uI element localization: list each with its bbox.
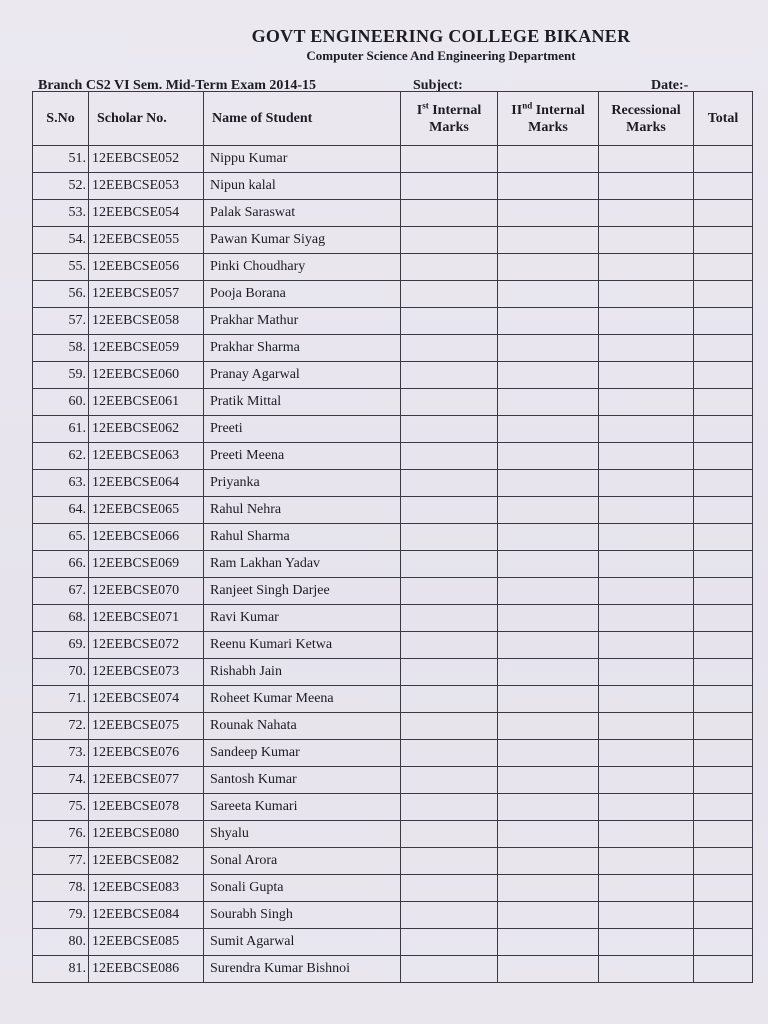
first-internal-cell xyxy=(401,956,498,983)
student-name-cell: Nippu Kumar xyxy=(204,146,401,173)
second-internal-cell xyxy=(498,821,599,848)
table-row xyxy=(33,740,753,767)
recessional-cell xyxy=(599,902,694,929)
second-internal-cell xyxy=(498,146,599,173)
second-internal-cell xyxy=(498,740,599,767)
second-internal-cell xyxy=(498,416,599,443)
recessional-cell xyxy=(599,173,694,200)
second-internal-cell xyxy=(498,929,599,956)
student-name-cell: Rahul Nehra xyxy=(204,497,401,524)
table-row xyxy=(33,605,753,632)
college-title: GOVT ENGINEERING COLLEGE BIKANER xyxy=(251,26,631,46)
student-name-cell: Palak Saraswat xyxy=(204,200,401,227)
student-name-cell: Prakhar Mathur xyxy=(204,308,401,335)
scholar-no-cell: 12EEBCSE073 xyxy=(89,659,204,686)
first-internal-cell xyxy=(401,362,498,389)
sno-cell: 78. xyxy=(33,875,89,902)
total-cell xyxy=(694,902,753,929)
scholar-no-cell: 12EEBCSE074 xyxy=(89,686,204,713)
first-internal-cell xyxy=(401,497,498,524)
second-internal-cell xyxy=(498,173,599,200)
first-internal-cell xyxy=(401,632,498,659)
first-internal-cell xyxy=(401,605,498,632)
scholar-no-cell: 12EEBCSE070 xyxy=(89,578,204,605)
first-internal-cell xyxy=(401,227,498,254)
scholar-no-cell: 12EEBCSE063 xyxy=(89,443,204,470)
sno-cell: 70. xyxy=(33,659,89,686)
table-row xyxy=(33,848,753,875)
second-internal-cell xyxy=(498,794,599,821)
first-internal-cell xyxy=(401,794,498,821)
recessional-cell xyxy=(599,956,694,983)
first-internal-cell xyxy=(401,551,498,578)
student-name-cell: Ranjeet Singh Darjee xyxy=(204,578,401,605)
recessional-cell xyxy=(599,551,694,578)
first-internal-cell xyxy=(401,524,498,551)
scholar-no-cell: 12EEBCSE084 xyxy=(89,902,204,929)
first-internal-cell xyxy=(401,686,498,713)
sno-cell: 74. xyxy=(33,767,89,794)
table-row xyxy=(33,200,753,227)
scholar-no-cell: 12EEBCSE071 xyxy=(89,605,204,632)
table-row xyxy=(33,821,753,848)
sno-cell: 75. xyxy=(33,794,89,821)
recessional-cell xyxy=(599,875,694,902)
table-row xyxy=(33,551,753,578)
student-name-cell: Sonali Gupta xyxy=(204,875,401,902)
sno-cell: 64. xyxy=(33,497,89,524)
second-internal-cell xyxy=(498,659,599,686)
table-row xyxy=(33,335,753,362)
total-cell xyxy=(694,146,753,173)
first-internal-cell xyxy=(401,173,498,200)
first-internal-cell xyxy=(401,443,498,470)
table-row xyxy=(33,497,753,524)
student-name-cell: Preeti Meena xyxy=(204,443,401,470)
second-internal-cell xyxy=(498,389,599,416)
scholar-no-cell: 12EEBCSE056 xyxy=(89,254,204,281)
total-cell xyxy=(694,200,753,227)
first-internal-cell xyxy=(401,659,498,686)
sno-cell: 65. xyxy=(33,524,89,551)
recessional-cell xyxy=(599,470,694,497)
recessional-cell xyxy=(599,254,694,281)
student-name-cell: Pawan Kumar Siyag xyxy=(204,227,401,254)
first-internal-cell xyxy=(401,848,498,875)
first-internal-cell xyxy=(401,470,498,497)
scholar-no-cell: 12EEBCSE054 xyxy=(89,200,204,227)
first-internal-cell xyxy=(401,929,498,956)
sno-cell: 51. xyxy=(33,146,89,173)
subject-label: Subject: xyxy=(413,78,463,93)
student-name-cell: Sonal Arora xyxy=(204,848,401,875)
table-row xyxy=(33,578,753,605)
sno-cell: 55. xyxy=(33,254,89,281)
first-internal-marks: Marks xyxy=(429,119,469,135)
second-internal-cell xyxy=(498,956,599,983)
scholar-no-cell: 12EEBCSE085 xyxy=(89,929,204,956)
recessional-cell xyxy=(599,578,694,605)
second-internal-cell xyxy=(498,281,599,308)
table-row xyxy=(33,173,753,200)
first-internal-cell xyxy=(401,200,498,227)
first-internal-cell xyxy=(401,335,498,362)
total-cell xyxy=(694,605,753,632)
student-name-cell: Sourabh Singh xyxy=(204,902,401,929)
second-internal-cell xyxy=(498,227,599,254)
sno-cell: 80. xyxy=(33,929,89,956)
first-internal-cell xyxy=(401,875,498,902)
second-internal-cell xyxy=(498,551,599,578)
student-name-cell: Nipun kalal xyxy=(204,173,401,200)
total-cell xyxy=(694,227,753,254)
table-row xyxy=(33,362,753,389)
second-internal-cell xyxy=(498,713,599,740)
recessional-cell xyxy=(599,605,694,632)
second-internal-cell xyxy=(498,767,599,794)
scholar-no-cell: 12EEBCSE061 xyxy=(89,389,204,416)
second-internal-marks: Marks xyxy=(528,119,568,135)
total-cell xyxy=(694,389,753,416)
recessional-cell xyxy=(599,686,694,713)
student-name-cell: Rahul Sharma xyxy=(204,524,401,551)
table-row xyxy=(33,416,753,443)
first-internal-cell xyxy=(401,416,498,443)
col-scholar-no: Scholar No. xyxy=(89,92,204,146)
scholar-no-cell: 12EEBCSE052 xyxy=(89,146,204,173)
scholar-no-cell: 12EEBCSE083 xyxy=(89,875,204,902)
second-internal-cell xyxy=(498,254,599,281)
total-cell xyxy=(694,929,753,956)
sno-cell: 56. xyxy=(33,281,89,308)
sno-cell: 52. xyxy=(33,173,89,200)
second-internal-cell xyxy=(498,686,599,713)
sno-cell: 68. xyxy=(33,605,89,632)
scholar-no-cell: 12EEBCSE077 xyxy=(89,767,204,794)
total-cell xyxy=(694,713,753,740)
first-internal-cell xyxy=(401,146,498,173)
sno-cell: 76. xyxy=(33,821,89,848)
scholar-no-cell: 12EEBCSE058 xyxy=(89,308,204,335)
first-internal-sup: st xyxy=(422,99,429,110)
total-cell xyxy=(694,443,753,470)
recessional-cell xyxy=(599,821,694,848)
scholar-no-cell: 12EEBCSE086 xyxy=(89,956,204,983)
col-first-internal xyxy=(401,92,498,146)
total-cell xyxy=(694,848,753,875)
second-internal-cell xyxy=(498,578,599,605)
recessional-cell xyxy=(599,362,694,389)
total-cell xyxy=(694,524,753,551)
student-name-cell: Rishabh Jain xyxy=(204,659,401,686)
table-row xyxy=(33,254,753,281)
sno-cell: 67. xyxy=(33,578,89,605)
total-cell xyxy=(694,551,753,578)
recessional-line-1: Recessional xyxy=(611,102,681,118)
scholar-no-cell: 12EEBCSE082 xyxy=(89,848,204,875)
scholar-no-cell: 12EEBCSE072 xyxy=(89,632,204,659)
recessional-cell xyxy=(599,497,694,524)
scholar-no-cell: 12EEBCSE060 xyxy=(89,362,204,389)
sno-cell: 54. xyxy=(33,227,89,254)
total-cell xyxy=(694,686,753,713)
first-internal-cell xyxy=(401,254,498,281)
col-second-internal xyxy=(498,92,599,146)
recessional-cell xyxy=(599,848,694,875)
total-cell xyxy=(694,794,753,821)
student-name-cell: Pooja Borana xyxy=(204,281,401,308)
sno-cell: 57. xyxy=(33,308,89,335)
recessional-cell xyxy=(599,281,694,308)
student-name-cell: Roheet Kumar Meena xyxy=(204,686,401,713)
table-row xyxy=(33,389,753,416)
table-row xyxy=(33,713,753,740)
student-name-cell: Rounak Nahata xyxy=(204,713,401,740)
sno-cell: 71. xyxy=(33,686,89,713)
scholar-no-cell: 12EEBCSE059 xyxy=(89,335,204,362)
second-internal-cell xyxy=(498,524,599,551)
scholar-no-cell: 12EEBCSE062 xyxy=(89,416,204,443)
col-recessional xyxy=(599,92,694,146)
student-name-cell: Ram Lakhan Yadav xyxy=(204,551,401,578)
recessional-cell xyxy=(599,308,694,335)
recessional-cell xyxy=(599,929,694,956)
table-row xyxy=(33,686,753,713)
scholar-no-cell: 12EEBCSE069 xyxy=(89,551,204,578)
first-internal-cell xyxy=(401,308,498,335)
student-name-cell: Sareeta Kumari xyxy=(204,794,401,821)
second-internal-rest: Internal xyxy=(532,102,585,118)
table-row xyxy=(33,443,753,470)
total-cell xyxy=(694,470,753,497)
recessional-cell xyxy=(599,767,694,794)
col-student-name: Name of Student xyxy=(204,92,401,146)
sno-cell: 79. xyxy=(33,902,89,929)
first-internal-cell xyxy=(401,578,498,605)
total-cell xyxy=(694,281,753,308)
table-row xyxy=(33,902,753,929)
recessional-cell xyxy=(599,416,694,443)
first-internal-cell xyxy=(401,281,498,308)
sno-cell: 63. xyxy=(33,470,89,497)
second-internal-cell xyxy=(498,902,599,929)
sno-cell: 62. xyxy=(33,443,89,470)
total-cell xyxy=(694,308,753,335)
recessional-cell xyxy=(599,389,694,416)
table-row xyxy=(33,794,753,821)
second-internal-cell xyxy=(498,443,599,470)
second-internal-cell xyxy=(498,470,599,497)
first-internal-cell xyxy=(401,821,498,848)
first-internal-cell xyxy=(401,389,498,416)
recessional-cell xyxy=(599,632,694,659)
sno-cell: 60. xyxy=(33,389,89,416)
second-internal-cell xyxy=(498,497,599,524)
total-cell xyxy=(694,632,753,659)
col-sno: S.No xyxy=(33,92,89,146)
first-internal-cell xyxy=(401,902,498,929)
table-row xyxy=(33,767,753,794)
scholar-no-cell: 12EEBCSE055 xyxy=(89,227,204,254)
total-cell xyxy=(694,335,753,362)
table-body xyxy=(33,146,753,983)
table-row xyxy=(33,308,753,335)
scholar-no-cell: 12EEBCSE065 xyxy=(89,497,204,524)
student-name-cell: Sumit Agarwal xyxy=(204,929,401,956)
department-subtitle: Computer Science And Engineering Department xyxy=(306,48,576,63)
recessional-cell xyxy=(599,335,694,362)
scholar-no-cell: 12EEBCSE064 xyxy=(89,470,204,497)
sno-cell: 72. xyxy=(33,713,89,740)
second-internal-sup: nd xyxy=(522,99,533,110)
student-name-cell: Pratik Mittal xyxy=(204,389,401,416)
student-name-cell: Reenu Kumari Ketwa xyxy=(204,632,401,659)
col-total: Total xyxy=(694,92,753,146)
second-internal-prefix: II xyxy=(511,102,523,118)
second-internal-cell xyxy=(498,848,599,875)
total-cell xyxy=(694,875,753,902)
table-row xyxy=(33,659,753,686)
second-internal-cell xyxy=(498,875,599,902)
first-internal-rest: Internal xyxy=(428,102,482,118)
student-name-cell: Sandeep Kumar xyxy=(204,740,401,767)
scholar-no-cell: 12EEBCSE075 xyxy=(89,713,204,740)
total-cell xyxy=(694,578,753,605)
student-name-cell: Pranay Agarwal xyxy=(204,362,401,389)
total-cell xyxy=(694,416,753,443)
table-row xyxy=(33,227,753,254)
table-row xyxy=(33,929,753,956)
total-cell xyxy=(694,173,753,200)
sno-cell: 73. xyxy=(33,740,89,767)
total-cell xyxy=(694,740,753,767)
student-name-cell: Santosh Kumar xyxy=(204,767,401,794)
second-internal-cell xyxy=(498,335,599,362)
recessional-cell xyxy=(599,794,694,821)
student-name-cell: Prakhar Sharma xyxy=(204,335,401,362)
sno-cell: 81. xyxy=(33,956,89,983)
scholar-no-cell: 12EEBCSE080 xyxy=(89,821,204,848)
first-internal-cell xyxy=(401,740,498,767)
second-internal-cell xyxy=(498,605,599,632)
student-name-cell: Pinki Choudhary xyxy=(204,254,401,281)
table-row xyxy=(33,281,753,308)
recessional-cell xyxy=(599,524,694,551)
recessional-line-2: Marks xyxy=(626,119,666,135)
sno-cell: 53. xyxy=(33,200,89,227)
first-internal-cell xyxy=(401,767,498,794)
recessional-cell xyxy=(599,227,694,254)
first-internal-prefix: I xyxy=(416,102,423,118)
recessional-cell xyxy=(599,659,694,686)
table-row xyxy=(33,956,753,983)
second-internal-cell xyxy=(498,362,599,389)
recessional-cell xyxy=(599,200,694,227)
second-internal-cell xyxy=(498,632,599,659)
sno-cell: 58. xyxy=(33,335,89,362)
sno-cell: 66. xyxy=(33,551,89,578)
sno-cell: 77. xyxy=(33,848,89,875)
recessional-cell xyxy=(599,740,694,767)
total-cell xyxy=(694,362,753,389)
table-row xyxy=(33,632,753,659)
scholar-no-cell: 12EEBCSE076 xyxy=(89,740,204,767)
sno-cell: 69. xyxy=(33,632,89,659)
scholar-no-cell: 12EEBCSE057 xyxy=(89,281,204,308)
second-internal-cell xyxy=(498,308,599,335)
date-label: Date:- xyxy=(651,78,689,93)
table-header-row xyxy=(33,92,753,146)
recessional-cell xyxy=(599,443,694,470)
first-internal-cell xyxy=(401,713,498,740)
student-name-cell: Priyanka xyxy=(204,470,401,497)
marks-table xyxy=(32,91,753,983)
table-row xyxy=(33,470,753,497)
total-cell xyxy=(694,767,753,794)
branch-line: Branch CS2 VI Sem. Mid-Term Exam 2014-15 xyxy=(38,78,317,93)
second-internal-cell xyxy=(498,200,599,227)
total-cell xyxy=(694,956,753,983)
sno-cell: 61. xyxy=(33,416,89,443)
scholar-no-cell: 12EEBCSE053 xyxy=(89,173,204,200)
sno-cell: 59. xyxy=(33,362,89,389)
recessional-cell xyxy=(599,146,694,173)
recessional-cell xyxy=(599,713,694,740)
student-name-cell: Ravi Kumar xyxy=(204,605,401,632)
table-row xyxy=(33,524,753,551)
total-cell xyxy=(694,254,753,281)
scholar-no-cell: 12EEBCSE066 xyxy=(89,524,204,551)
table-row xyxy=(33,875,753,902)
total-cell xyxy=(694,659,753,686)
student-name-cell: Surendra Kumar Bishnoi xyxy=(204,956,401,983)
total-cell xyxy=(694,821,753,848)
student-name-cell: Shyalu xyxy=(204,821,401,848)
total-cell xyxy=(694,497,753,524)
student-name-cell: Preeti xyxy=(204,416,401,443)
scholar-no-cell: 12EEBCSE078 xyxy=(89,794,204,821)
table-row xyxy=(33,146,753,173)
